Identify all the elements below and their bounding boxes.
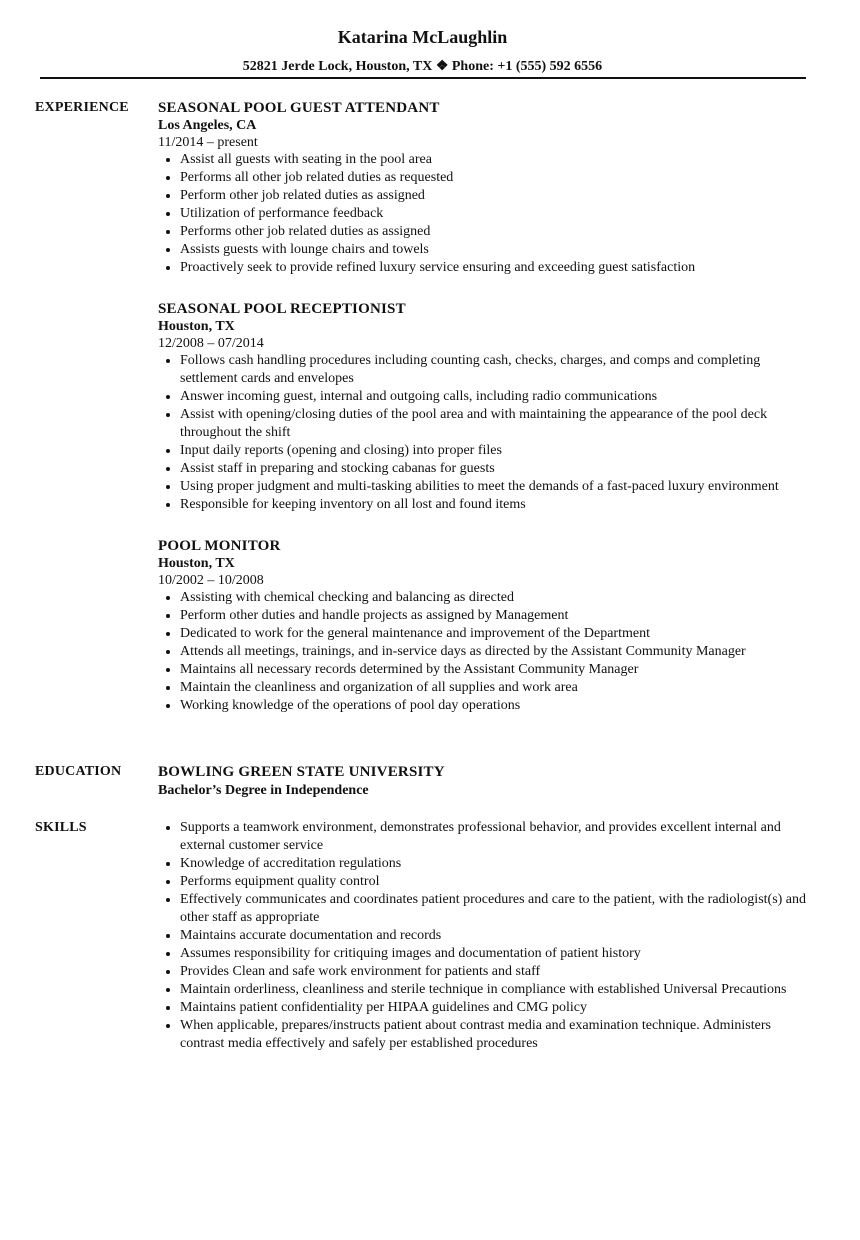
school-name: BOWLING GREEN STATE UNIVERSITY [158, 764, 445, 780]
job-entry [158, 537, 808, 715]
list-item: • Using proper judgment and multi-tasking abilities to meet the demands of a fast-paced luxury environment [180, 478, 808, 496]
job-title: POOL MONITOR [158, 538, 281, 554]
list-item: • Maintains patient confidentiality per HIPAA guidelines and CMG policy [180, 999, 808, 1017]
list-item: • Assist all guests with seating in the pool area [180, 151, 808, 169]
experience-label: EXPERIENCE [35, 100, 129, 115]
list-item: • Assisting with chemical checking and balancing as directed [180, 589, 808, 607]
list-item: • Proactively seek to provide refined luxury service ensuring and exceeding guest satisfaction [180, 259, 808, 277]
list-item: • Input daily reports (opening and closing) into proper files [180, 442, 808, 460]
skills-bullets [158, 819, 808, 1053]
job-location: Los Angeles, CA [158, 118, 257, 133]
list-item: • Answer incoming guest, internal and outgoing calls, including radio communications [180, 388, 808, 406]
list-item: • Working knowledge of the operations of pool day operations [180, 697, 808, 715]
list-item: • Performs other job related duties as assigned [180, 223, 808, 241]
list-item: • Assists guests with lounge chairs and towels [180, 241, 808, 259]
list-item: • Maintain the cleanliness and organization of all supplies and work area [180, 679, 808, 697]
list-item: • Effectively communicates and coordinates patient procedures and care to the patient, with the radiologist(s) and other staff as appropriate [180, 891, 808, 927]
list-item: • Responsible for keeping inventory on all lost and found items [180, 496, 808, 514]
list-item: • Utilization of performance feedback [180, 205, 808, 223]
list-item: • Attends all meetings, trainings, and in-service days as directed by the Assistant Community Manager [180, 643, 808, 661]
degree: Bachelor’s Degree in Independence [158, 783, 369, 798]
list-item: • Assist staff in preparing and stocking cabanas for guests [180, 460, 808, 478]
job-title: SEASONAL POOL GUEST ATTENDANT [158, 100, 440, 116]
contact-line: 52821 Jerde Lock, Houston, TX ❖ Phone: +1 (555) 592 6556 [242, 59, 603, 74]
list-item: • Assumes responsibility for critiquing images and documentation of patient history [180, 945, 808, 963]
list-item: • Follows cash handling procedures including counting cash, checks, charges, and comps and completing settlement cards and envelopes [180, 352, 808, 388]
list-item: • Provides Clean and safe work environment for patients and staff [180, 963, 808, 981]
list-item: • Maintains accurate documentation and records [180, 927, 808, 945]
list-item: • Performs equipment quality control [180, 873, 808, 891]
job-dates: 12/2008 – 07/2014 [158, 336, 264, 351]
header-divider [40, 77, 806, 79]
job-entry [158, 300, 808, 514]
job-bullets [158, 589, 808, 715]
list-item: • When applicable, prepares/instructs patient about contrast media and examination technique. Administers contrast media effectively and safely per established procedures [180, 1017, 808, 1053]
candidate-name: Katarina McLaughlin [337, 27, 508, 47]
job-title: SEASONAL POOL RECEPTIONIST [158, 301, 406, 317]
job-dates: 11/2014 – present [158, 135, 258, 150]
list-item: • Performs all other job related duties as requested [180, 169, 808, 187]
education-body [158, 763, 808, 801]
job-entry [158, 99, 808, 277]
list-item: • Knowledge of accreditation regulations [180, 855, 808, 873]
skills-label: SKILLS [35, 820, 87, 835]
job-bullets [158, 151, 808, 277]
education-label: EDUCATION [35, 764, 122, 779]
experience-body [158, 99, 808, 729]
list-item: • Assist with opening/closing duties of the pool area and with maintaining the appearance of the pool deck throughout the shift [180, 406, 808, 442]
list-item: • Maintain orderliness, cleanliness and sterile technique in compliance with established Universal Precautions [180, 981, 808, 999]
job-location: Houston, TX [158, 556, 235, 571]
skills-body [158, 819, 808, 1053]
job-location: Houston, TX [158, 319, 235, 334]
list-item: • Dedicated to work for the general maintenance and improvement of the Department [180, 625, 808, 643]
job-dates: 10/2002 – 10/2008 [158, 573, 264, 588]
list-item: • Supports a teamwork environment, demonstrates professional behavior, and provides excellent internal and external customer service [180, 819, 808, 855]
job-bullets [158, 352, 808, 514]
list-item: • Maintains all necessary records determined by the Assistant Community Manager [180, 661, 808, 679]
list-item: • Perform other duties and handle projects as assigned by Management [180, 607, 808, 625]
list-item: • Perform other job related duties as assigned [180, 187, 808, 205]
